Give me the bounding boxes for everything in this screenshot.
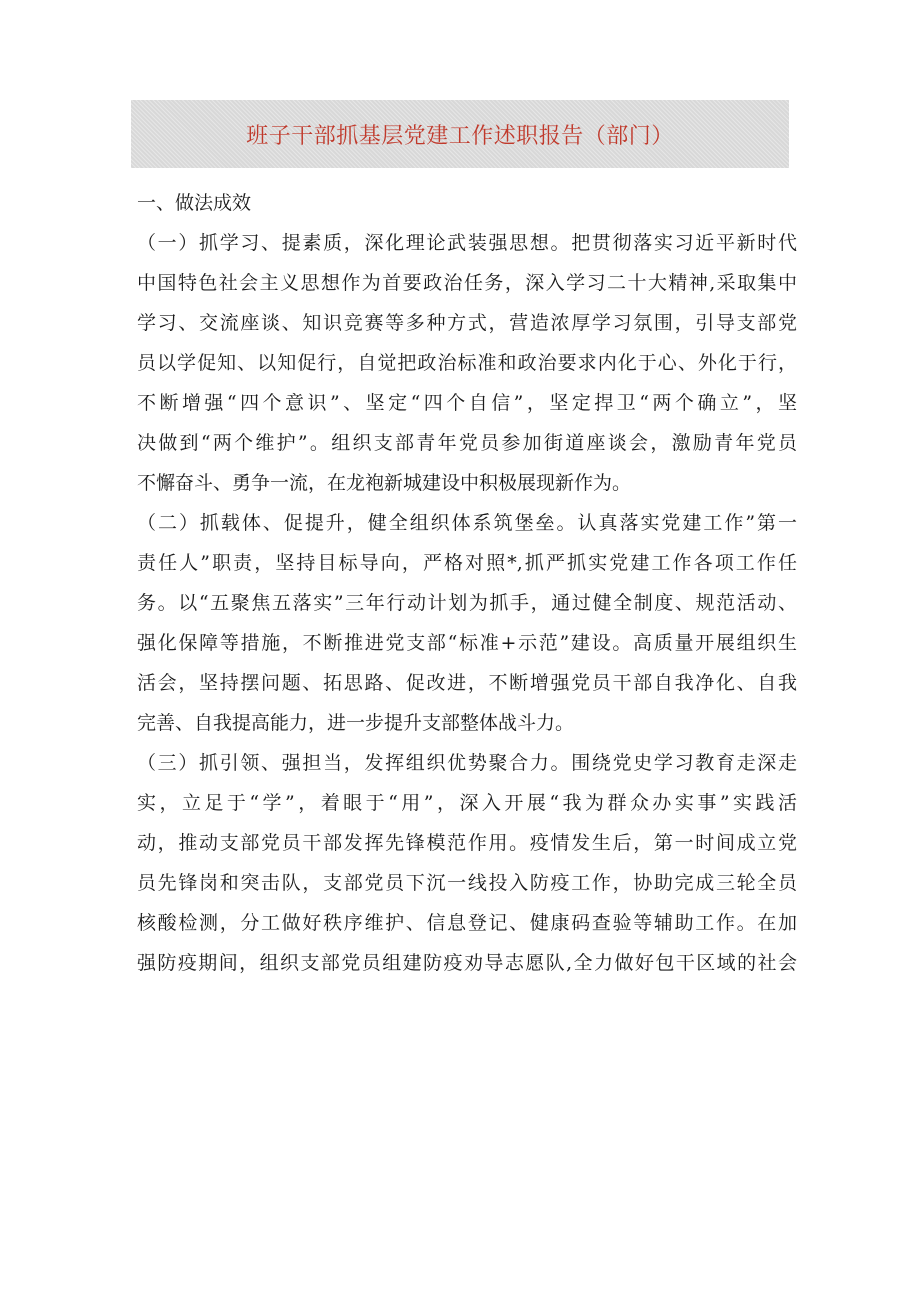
paragraph-line: （三）抓引领、强担当，发挥组织优势聚合力。围绕党史学习教育走深走 xyxy=(137,752,797,774)
document-body xyxy=(137,183,797,983)
paragraph-line: 强化保障等措施，不断推进党支部“标准+示范”建设。高质量开展组织生 xyxy=(137,632,797,654)
paragraph-line: 中国特色社会主义思想作为首要政治任务，深入学习二十大精神,采取集中 xyxy=(137,272,797,294)
paragraph-line: 动，推动支部党员干部发挥先锋模范作用。疫情发生后，第一时间成立党 xyxy=(137,832,797,854)
paragraph-line: 活会，坚持摆问题、拓思路、促改进，不断增强党员干部自我净化、自我 xyxy=(137,672,797,694)
paragraph-line: 实，立足于“学”，着眼于“用”，深入开展“我为群众办实事”实践活 xyxy=(137,792,797,814)
paragraph-line: 责任人”职责，坚持目标导向，严格对照*,抓严抓实党建工作各项工作任 xyxy=(137,552,797,574)
document-title: 班子干部抓基层党建工作述职报告（部门） xyxy=(246,123,674,149)
paragraph-line: 务。以“五聚焦五落实”三年行动计划为抓手，通过健全制度、规范活动、 xyxy=(137,592,797,614)
paragraph-line: （二）抓载体、促提升，健全组织体系筑堡垒。认真落实党建工作”第一 xyxy=(137,512,797,534)
paragraph-line: 不断增强“四个意识”、坚定“四个自信”，坚定捍卫“两个确立”，坚 xyxy=(137,392,797,414)
paragraph-line: 不懈奋斗、勇争一流，在龙袍新城建设中积极展现新作为。 xyxy=(137,472,632,494)
paragraph-line: 强防疫期间，组织支部党员组建防疫劝导志愿队,全力做好包干区域的社会 xyxy=(137,952,797,974)
paragraph-line: 员以学促知、以知促行，自觉把政治标准和政治要求内化于心、外化于行， xyxy=(137,352,797,374)
title-banner xyxy=(131,100,789,168)
paragraph-line: （一）抓学习、提素质，深化理论武装强思想。把贯彻落实习近平新时代 xyxy=(137,232,797,254)
paragraph-line: 核酸检测，分工做好秩序维护、信息登记、健康码查验等辅助工作。在加 xyxy=(137,912,797,934)
paragraph-line: 学习、交流座谈、知识竞赛等多种方式，营造浓厚学习氛围，引导支部党 xyxy=(137,312,797,334)
paragraph-line: 决做到“两个维护”。组织支部青年党员参加街道座谈会，激励青年党员 xyxy=(137,432,797,454)
section-heading: 一、做法成效 xyxy=(137,192,252,214)
paragraph-line: 完善、自我提高能力，进一步提升支部整体战斗力。 xyxy=(137,712,575,734)
paragraph-line: 员先锋岗和突击队，支部党员下沉一线投入防疫工作，协助完成三轮全员 xyxy=(137,872,797,894)
